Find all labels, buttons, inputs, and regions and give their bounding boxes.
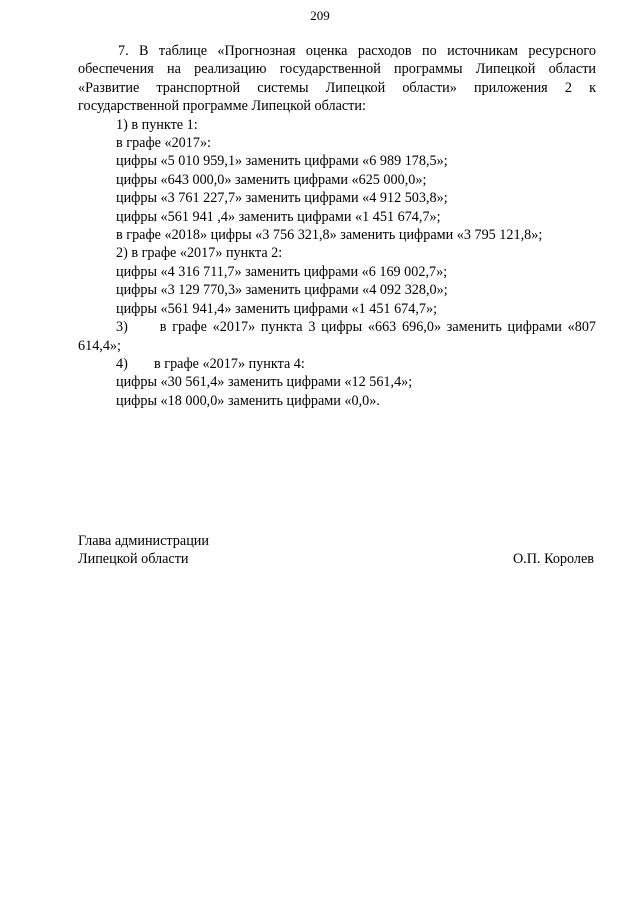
item3-paragraph	[78, 318, 596, 355]
signature-title-line1: Глава администрации	[78, 533, 209, 549]
signature-title-line2: Липецкой области	[78, 551, 189, 568]
item1-line: цифры «643 000,0» заменить цифрами «625 000,0»;	[116, 171, 427, 188]
item2-heading: 2) в графе «2017» пункта 2:	[116, 245, 283, 262]
item2-line: цифры «561 941,4» заменить цифрами «1 451 674,7»;	[116, 300, 438, 317]
document-body	[78, 42, 596, 410]
item2-line: цифры «4 316 711,7» заменить цифрами «6 169 002,7»;	[116, 263, 448, 280]
signature-row	[78, 550, 594, 568]
signature-block	[78, 532, 594, 569]
intro-paragraph: 7. В таблице «Прогнозная оценка расходов по источникам ресурсного обеспечения на реализацию государственной программы Липецкой области «Развитие транспортной системы Липецкой области» приложения 2 к государственной программе Липецкой области:	[78, 43, 596, 115]
item4-heading-line	[78, 355, 596, 373]
item3-text: в графе «2017» пункта 3 цифры «663 696,0» заменить цифрами «807 614,4»;	[78, 319, 597, 354]
item4-line: цифры «18 000,0» заменить цифрами «0,0».	[116, 392, 380, 409]
item4-heading: в графе «2017» пункта 4:	[154, 355, 305, 372]
item3-number: 3)	[116, 319, 128, 336]
item4-number: 4)	[116, 355, 128, 372]
item1-column: в графе «2017»:	[116, 135, 211, 152]
item1-line: цифры «561 941 ,4» заменить цифрами «1 451 674,7»;	[116, 208, 441, 225]
signatory-name: О.П. Королев	[512, 551, 594, 568]
item1-heading: 1) в пункте 1:	[116, 116, 198, 133]
item1-line: цифры «3 761 227,7» заменить цифрами «4 912 503,8»;	[116, 190, 448, 207]
item1-line: цифры «5 010 959,1» заменить цифрами «6 989 178,5»;	[116, 153, 448, 170]
page-number: 209	[310, 8, 330, 23]
item4-line: цифры «30 561,4» заменить цифрами «12 561,4»;	[116, 374, 413, 391]
item2-line: цифры «3 129 770,3» заменить цифрами «4 092 328,0»;	[116, 282, 448, 299]
item1-line: в графе «2018» цифры «3 756 321,8» заменить цифрами «3 795 121,8»;	[116, 227, 543, 244]
